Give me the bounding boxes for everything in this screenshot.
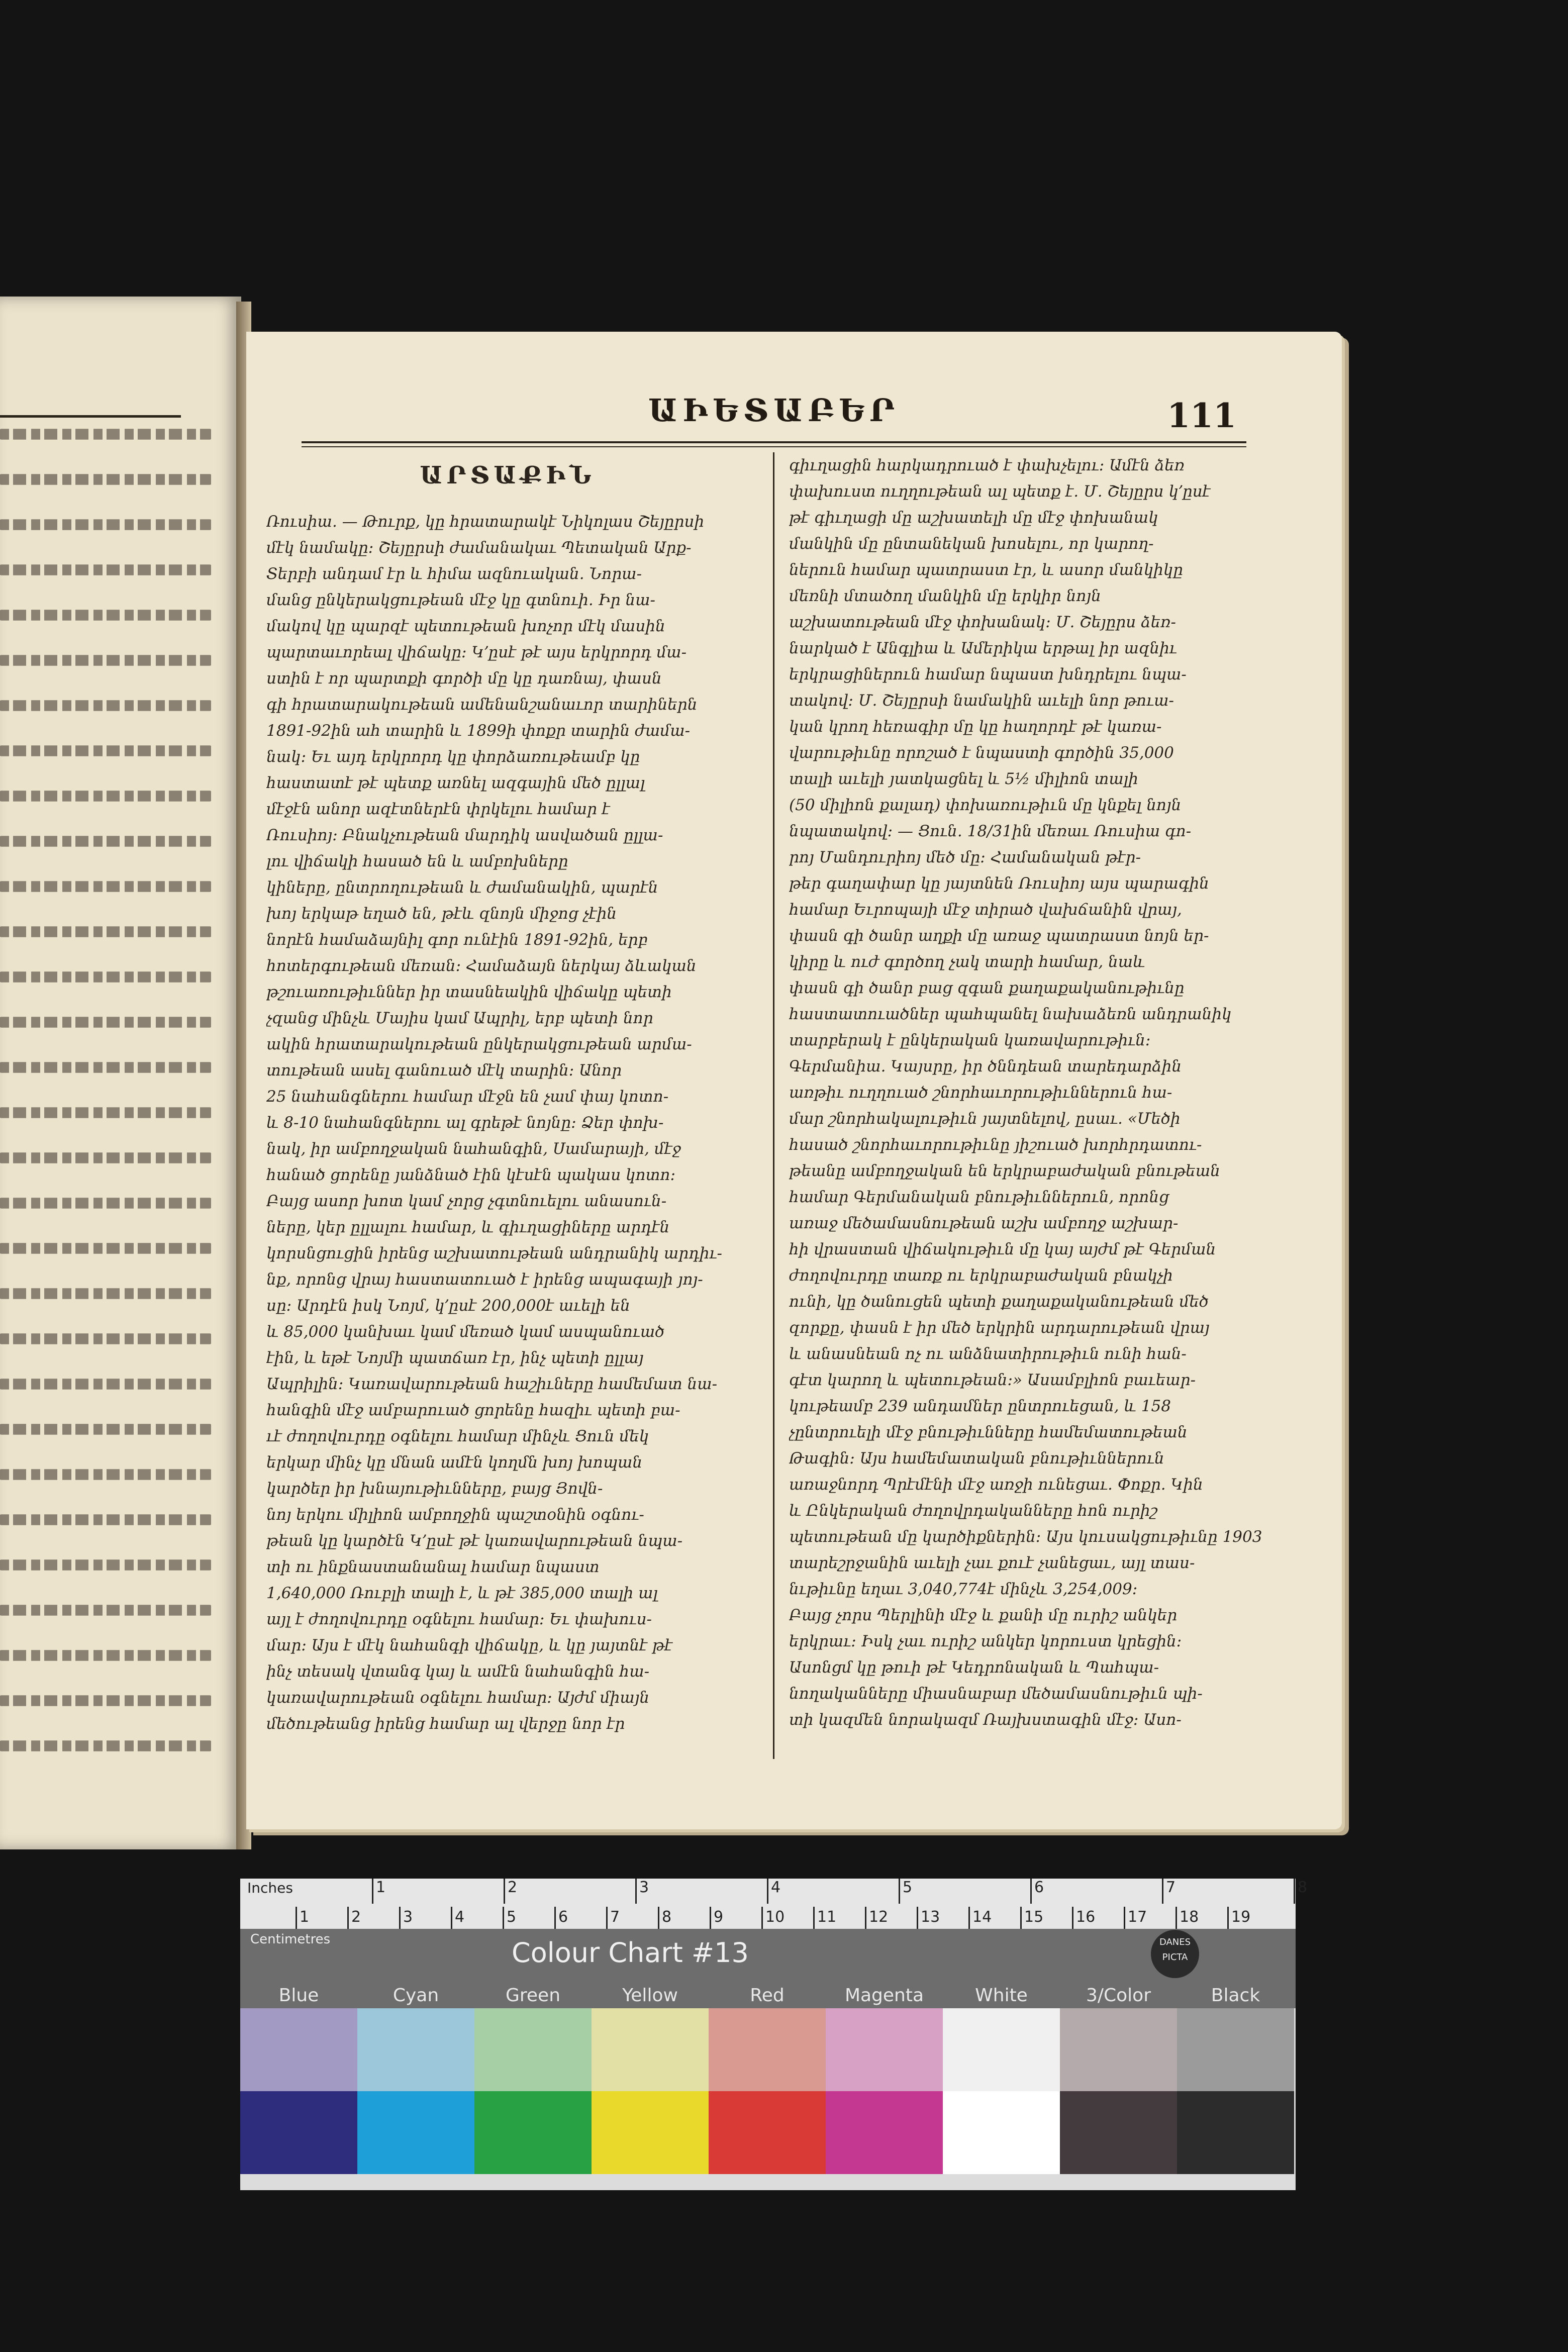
text-line: առաջ մեծամասնութեան աշխ ամբողջ աշխար-: [789, 1214, 1179, 1232]
text-line: Թագին։ Այս համեմատական բնութիւններուն: [789, 1449, 1164, 1467]
cm-tick: [1124, 1907, 1125, 1929]
swatch-light: [709, 2008, 826, 2091]
cm-number: 8: [662, 1908, 672, 1926]
text-line: թեր գաղափար կը յայտնեն Ռուսիոյ այս պարագին: [789, 874, 1209, 893]
text-line: թեան կը կարծէն Կ՚ըսէ թէ կառավարութեան նպա-: [266, 1532, 683, 1550]
cm-number: 16: [1076, 1908, 1096, 1926]
swatch-dark: [709, 2091, 826, 2174]
text-line: ինչ տեսակ վտանգ կայ և ամէն նահանգին հա-: [266, 1662, 650, 1681]
text-line: փասն գի ծանր բաց զգան քաղաքականութիւնը: [789, 979, 1185, 997]
cm-tick: [503, 1907, 504, 1929]
patch-label: Cyan: [393, 1985, 439, 2006]
swatch-light: [826, 2008, 943, 2091]
right-column-lines: [789, 452, 1271, 1733]
cm-number: 5: [507, 1908, 517, 1926]
text-line: համար Եւրոպայի մէջ տիրած վախճանին վրայ,: [789, 901, 1182, 919]
patch-label: Magenta: [844, 1985, 924, 2006]
text-line: տի ու ինքնաստանանալ համար նպաստ: [266, 1558, 600, 1576]
patch-label: Black: [1211, 1985, 1260, 2006]
swatch-dark: [1177, 2091, 1294, 2174]
cm-number: 2: [351, 1908, 361, 1926]
text-line: մեծութեանց իրենց համար ալ վերջը նոր էր: [266, 1715, 625, 1733]
text-line: սը։ Արդէն իսկ Նոյմ, կ՚ըսէ 200,000է աւելի են: [266, 1297, 630, 1315]
text-line: հանած ցորենը յանձնած էին կէսէն պակաս կոտո։: [266, 1166, 676, 1184]
cm-tick: [761, 1907, 763, 1929]
text-line: Գերմանիա. Կայսրը, իր ծննդեան տարեդարձին: [789, 1057, 1182, 1075]
swatch-dark: [943, 2091, 1060, 2174]
cm-tick: [347, 1907, 349, 1929]
cm-number: 19: [1231, 1908, 1251, 1926]
swatch-light: [1060, 2008, 1177, 2091]
cm-number: 15: [1024, 1908, 1044, 1926]
text-line: մէջէն անոր ազէտներէն փրկելու համար է: [266, 800, 610, 818]
text-line: Տերբի անդամ էր և հիմա ազնուական. Նորա-: [266, 565, 642, 583]
text-line: առաջնորդ Պրէմէնի մէջ առջի ունեցաւ. Փոքր. Կին: [789, 1476, 1203, 1494]
text-line: ստին է որ պարտքի գործի մը կը դառնայ, փասն: [266, 669, 662, 688]
column-divider: [773, 452, 774, 1759]
text-line: նակ։ Եւ այդ երկրորդ կը փորձառութեամբ կը: [266, 748, 640, 766]
patch-label: 3/Color: [1086, 1985, 1151, 2006]
text-line: հասած շնորհաւորութիւնը յիշուած խորհրդատու-: [789, 1136, 1202, 1154]
text-line: րոյ Մանդուրիոյ մեծ մը։ Համանական թէր-: [789, 848, 1141, 866]
left-page-rule: [0, 415, 181, 418]
text-line: նք, որոնց վրայ հաստատուած է իրենց ապագայի յոյ-: [266, 1270, 703, 1289]
text-line: նւթիւնը եղաւ 3,040,774է մինչև 3,254,009։: [789, 1580, 1138, 1598]
text-line: տի կազմեն նորակազմ Ռայխստագին մէջ։ Ասո-: [789, 1711, 1182, 1729]
danes-picta-logo: DANES PICTA: [1151, 1930, 1199, 1978]
text-line: թէ գիւղացի մը աշխատելի մը մէջ փոխանակ: [789, 509, 1158, 527]
measurement-ruler: [240, 1879, 1308, 1930]
text-line: 25 նահանգներու համար մէջն են չամ փայ կոտո-: [266, 1088, 669, 1106]
inch-number: 5: [903, 1879, 913, 1896]
cm-number: 13: [921, 1908, 940, 1926]
text-line: լու վիճակի հասած են և ամբոխները: [266, 852, 568, 870]
cm-tick: [658, 1907, 659, 1929]
swatch-dark: [240, 2091, 357, 2174]
text-line: չընտրուելի մէջ բնութիւնները համեմատութեան: [789, 1423, 1188, 1441]
text-line: Ապրիլին։ Կառավարութեան հաշիւները համեմատ նա-: [266, 1375, 718, 1393]
text-line: փախուստ ուղղութեան ալ պետք է. Մ. Շեյըրս կ՚ըսէ: [789, 482, 1211, 501]
patch-label: Yellow: [622, 1985, 678, 2006]
left-column-lines: [266, 509, 749, 1737]
text-line: և Ընկերական ժողովրդականները հոն ուրիշ: [789, 1502, 1157, 1520]
text-line: խոյ երկաթ եղած են, թէև զնոյն միջոց չէին: [266, 905, 617, 923]
text-line: թեանը ամբողջական են երկրաբաժական բնութեան: [789, 1162, 1220, 1180]
cm-tick: [968, 1907, 970, 1929]
swatch-light: [357, 2008, 474, 2091]
text-line: և անասնեան ոչ ու անձնատիրութիւն ունի հան-: [789, 1345, 1187, 1363]
text-line: տութեան ասել գանուած մէկ տարին։ Անոր: [266, 1061, 622, 1080]
text-line: փասն գի ծանր աղքի մը առաջ պատրաստ նոյն եր-: [789, 927, 1209, 945]
text-line: գիւղացին հարկադրուած է փախչելու։ Ամէն ձեռ: [789, 456, 1185, 474]
swatch-light: [943, 2008, 1060, 2091]
cm-number: 1: [300, 1908, 310, 1926]
chart-title: Colour Chart #13: [512, 1937, 749, 1969]
inch-tick: [1294, 1879, 1295, 1904]
text-line: պետութեան մը կարծիքներին։ Այս կուսակցութիւնը 1903: [789, 1528, 1262, 1546]
cm-tick: [554, 1907, 556, 1929]
cm-tick: [917, 1907, 918, 1929]
inch-tick: [504, 1879, 505, 1904]
cm-tick: [865, 1907, 866, 1929]
cm-number: 9: [714, 1908, 724, 1926]
text-line: թշուառութիւններ իր տասնեակին վիճակը պետի: [266, 983, 672, 1001]
text-line: այլ է ժողովուրդը օգնելու համար։ Եւ փախուս-: [266, 1610, 652, 1628]
text-line: մանց ընկերակցութեան մէջ կը գտնուի. Իր նա-: [266, 591, 656, 609]
cm-tick: [710, 1907, 711, 1929]
text-line: ներուն համար պատրաստ էր, և ասոր մանկիկը: [789, 561, 1184, 579]
swatch-dark: [826, 2091, 943, 2174]
inch-number: 1: [376, 1879, 386, 1896]
inch-tick: [899, 1879, 900, 1904]
cm-tick: [1072, 1907, 1073, 1929]
text-line: տալի աւելի յատկացնել և 5½ միլիոն տալի: [789, 770, 1138, 788]
text-line: հանգին մէջ ամբարուած ցորենը հազիւ պետի բա-: [266, 1401, 680, 1419]
patch-label: Green: [505, 1985, 561, 2006]
text-line: և 8-10 նահանգներու ալ գրեթէ նոյնը։ Ձեր փոխ-: [266, 1114, 664, 1132]
swatch-dark: [592, 2091, 709, 2174]
text-line: համար Գերմանական բնութիւններուն, որոնց: [789, 1188, 1169, 1206]
text-line: նակ, իր ամբողջական նահանգին, Սամարայի, մէջ: [266, 1140, 681, 1158]
cm-tick: [451, 1907, 452, 1929]
page-header: [302, 392, 1246, 442]
inch-number: 6: [1034, 1879, 1044, 1896]
cm-tick: [1227, 1907, 1229, 1929]
inches-label: Inches: [247, 1880, 293, 1896]
inch-number: 4: [771, 1879, 781, 1896]
patch-label: Red: [750, 1985, 785, 2006]
text-column-right: [789, 452, 1271, 1733]
text-line: էին, և եթէ Նոյմի պատճառ էր, ինչ պետի ըլլայ: [266, 1349, 644, 1367]
text-line: ւէ ժողովուրդը օգնելու համար մինչև Ցուն մեկ: [266, 1427, 649, 1445]
text-line: կիները, ընտրողութեան և ժամանակին, պարէն: [266, 878, 658, 897]
text-line: հաստատուածներ պահպանել նախաձեռն անդրանիկ: [789, 1005, 1232, 1023]
chart-title-band: [240, 1929, 1296, 1983]
cm-tick: [606, 1907, 608, 1929]
text-line: (50 միլիոն քալադ) փոխառութիւն մը կնքել նոյն: [789, 796, 1182, 814]
cm-tick: [1020, 1907, 1022, 1929]
text-line: նորէն համաձայնիլ գոր ունէին 1891-92ին, երբ: [266, 931, 648, 949]
cm-number: 17: [1128, 1908, 1147, 1926]
centimetres-label: Centimetres: [250, 1932, 331, 1947]
journal-page: [246, 332, 1342, 1829]
swatch-dark: [474, 2091, 592, 2174]
text-line: մանկին մը ընտանեկան խոսելու, որ կարող-: [789, 535, 1154, 553]
text-line: վարութիւնը որոշած է նպաստի գործին 35,000: [789, 744, 1174, 762]
cm-number: 4: [455, 1908, 465, 1926]
inch-number: 3: [639, 1879, 649, 1896]
text-line: ունի, կը ծանուցեն պետի քաղաքականութեան մեծ: [789, 1293, 1209, 1311]
text-line: կութեամբ 239 անդամներ ընտրուեցան, և 158: [789, 1397, 1171, 1415]
text-line: նարկած է Անգլիա և Ամերիկա երթալ իր ազնիւ: [789, 639, 1177, 657]
text-line: Ասոնցմ կը թուի թէ Կեդրոնական և Պահպա-: [789, 1658, 1159, 1677]
text-line: 1891-92ին ահ տարին և 1899ի փոքր տարին ժամա-: [266, 722, 691, 740]
cm-number: 10: [765, 1908, 785, 1926]
text-line: ակին հրատարակութեան ընկերակցութեան արմա-: [266, 1035, 692, 1053]
cm-number: 7: [610, 1908, 620, 1926]
text-line: ները, կեր ըլլալու համար, և գիւղացիները արդէն: [266, 1218, 670, 1236]
text-line: պարտաւորեալ վիճակը։ Կ՚ըսէ թէ այս երկրորդ մա-: [266, 643, 687, 661]
text-line: մար շնորհակալութիւն յայտնելով, ըսաւ. «Մեծի: [789, 1110, 1181, 1128]
swatch-light: [592, 2008, 709, 2091]
text-line: գի հրատարակութեան ամենանշանաւոր տարիներն: [266, 696, 698, 714]
inch-tick: [1162, 1879, 1163, 1904]
swatch-dark: [1060, 2091, 1177, 2174]
text-line: կորսնցուցին իրենց աշխատութեան անդրանիկ արդիւ-: [266, 1244, 722, 1262]
text-column-left: [266, 452, 749, 1737]
text-line: նոյ երկու միլիոն ամբողջին պաշտօնին օգնու-: [266, 1506, 644, 1524]
header-rule: [302, 441, 1246, 447]
cm-number: 11: [817, 1908, 837, 1926]
text-line: կան կրող հեռագիր մը կը հաղորդէ թէ կառա-: [789, 718, 1162, 736]
text-line: նողականները միասնաբար մեծամասնութիւն պի-: [789, 1685, 1203, 1703]
section-title: ԱՐՏԱՔԻՆ: [420, 461, 596, 489]
text-line: Բայց չորս Պերլինի մէջ և քանի մը ուրիշ անկեր: [789, 1606, 1178, 1624]
text-line: տարբերակ է ընկերական կառավարութիւն։: [789, 1031, 1151, 1049]
text-line: մեռնի մտածող մանկին մը երկիր նոյն: [789, 587, 1101, 605]
text-line: կարծեր իր խնայութիւնները, բայց Յովն-: [266, 1480, 603, 1498]
text-line: մակով կը պարզէ պետութեան խոչոր մէկ մասին: [266, 617, 665, 635]
text-line: հոտերգութեան մեռան։ Համաձայն ներկայ ձևական: [266, 957, 697, 975]
swatch-light: [1177, 2008, 1294, 2091]
inch-tick: [1030, 1879, 1032, 1904]
text-line: հաստատէ թէ պետք առնել ազգային մեծ ըլլալ: [266, 774, 645, 792]
text-line: 1,640,000 Ռուբլի տալի է, և թէ 385,000 տալի ալ: [266, 1584, 658, 1602]
cm-tick: [1175, 1907, 1177, 1929]
text-line: տակով։ Մ. Շեյըրսի նամակին աւելի նոր թուա-: [789, 692, 1174, 710]
text-line: հի վրաստան վիճակութիւն մը կայ այժմ թէ Գերման: [789, 1240, 1216, 1258]
cm-tick: [296, 1907, 297, 1929]
text-line: առթիւ ուղղուած շնորհաւորութիւններուն հա-: [789, 1084, 1172, 1102]
swatch-dark: [357, 2091, 474, 2174]
cm-number: 3: [403, 1908, 413, 1926]
text-line: ժողովուրդը տառք ու երկրաբաժական բնակչի: [789, 1266, 1173, 1285]
cm-number: 14: [972, 1908, 992, 1926]
text-line: կիրը և ուժ գործող չակ տարի համար, նաև: [789, 953, 1145, 971]
left-page-fragment: [0, 297, 241, 1849]
text-line: երկար մինչ կը մնան ամէն կողմն խոյ խոպան: [266, 1453, 643, 1472]
swatch-light: [240, 2008, 357, 2091]
patch-label-row: [240, 1983, 1296, 2008]
journal-title: ԱԻԵՏԱԲԵՐ: [648, 392, 900, 429]
text-line: Ռուսիա. — Թուրք, կը հրատարակէ Նիկոլաս Շեյըրսի: [266, 513, 705, 531]
text-line: երկրաւ։ Իսկ չաւ ուրիշ անկեր կորուստ կրեցին։: [789, 1632, 1182, 1650]
cm-number: 6: [558, 1908, 568, 1926]
text-line: զորքը, փասն է իր մեծ երկրին արդարութեան վրայ: [789, 1319, 1210, 1337]
text-line: աշխատութեան մէջ փոխանակ։ Մ. Շեյըրս ձեռ-: [789, 613, 1176, 631]
text-line: Բայց ասոր խոտ կամ չորց չգտնուելու անասուն-: [266, 1192, 667, 1210]
cm-number: 18: [1180, 1908, 1199, 1926]
patch-label: Blue: [278, 1985, 319, 2006]
text-line: նպատակով։ — Ցուն. 18/31ին մեռաւ Ռուսիա գո-: [789, 822, 1192, 840]
page-number: 111: [1167, 396, 1236, 435]
left-page-text-fragments: [0, 422, 211, 1779]
inch-tick: [767, 1879, 768, 1904]
text-line: մար։ Այս է մէկ նահանգի վիճակը, և կը յայտնէ թէ: [266, 1636, 673, 1654]
text-line: կառավարութեան օգնելու համար։ Այժմ միայն: [266, 1689, 650, 1707]
cm-tick: [813, 1907, 815, 1929]
swatch-light: [474, 2008, 592, 2091]
inch-tick: [635, 1879, 637, 1904]
inch-number: 7: [1166, 1879, 1176, 1896]
text-line: երկրացիներուն համար նպաստ խնդրելու նպա-: [789, 665, 1187, 683]
colour-calibration-chart: [240, 1879, 1308, 2190]
inch-tick: [372, 1879, 373, 1904]
cm-tick: [399, 1907, 401, 1929]
inch-number: 8: [1298, 1879, 1308, 1896]
patch-label: White: [975, 1985, 1028, 2006]
text-line: Ռուսիոյ։ Բնակչութեան մարդիկ ասվածան ըլլա-: [266, 826, 663, 844]
text-line: չզանց մինչև Մայիս կամ Ապրիլ, երբ պետի նոր: [266, 1009, 653, 1027]
text-line: գէտ կարող և պետութեան։» Ասամբլիոն բաւեար-: [789, 1371, 1196, 1389]
cm-number: 12: [869, 1908, 889, 1926]
text-line: մէկ նամակը։ Շեյըրսի ժամանակաւ Պետական Արք-: [266, 539, 692, 557]
text-line: տարեշրջանին աւելի չաւ քուէ չանեցաւ, այլ տաս-: [789, 1554, 1195, 1572]
text-line: և 85,000 կանխաւ կամ մեռած կամ ասպանուած: [266, 1323, 665, 1341]
inch-number: 2: [508, 1879, 518, 1896]
